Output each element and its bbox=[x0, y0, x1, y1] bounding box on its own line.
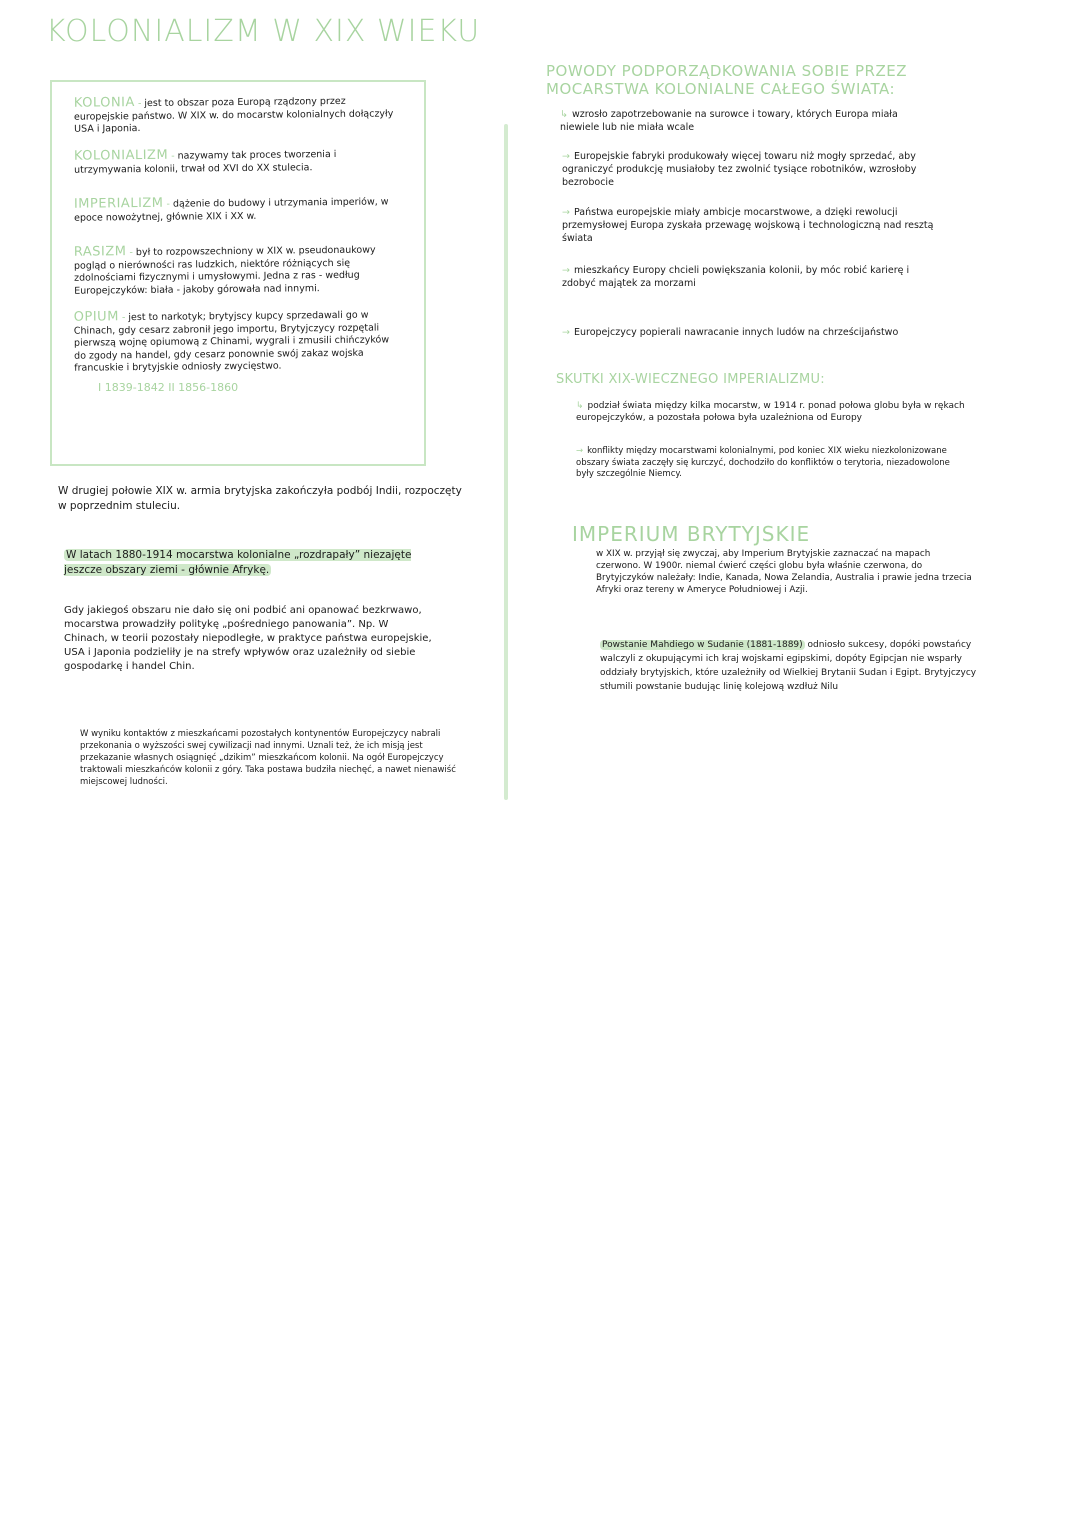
mahdi-highlight: Powstanie Mahdiego w Sudanie (1881-1889) bbox=[602, 640, 803, 650]
arrow-icon: → bbox=[562, 265, 570, 276]
corner-arrow-icon: ↳ bbox=[576, 401, 584, 411]
arrow-icon: → bbox=[562, 207, 570, 218]
definition-rasizm: RASIZM - był to rozpowszechniony w XIX w. pseudonaukowy pogląd o nierówności ras ludzkich, niektóre różniących się zdolnościami fizycznymi i umysłowymi. Jedna z ras - według Europejczyków: biała - jakoby górowała nad innymi. bbox=[73, 243, 376, 296]
definition-text: nazywamy tak proces tworzenia i utrzymywania kolonii, trwał od XVI do XX stulecia. bbox=[74, 148, 337, 175]
definition-text: jest to obszar poza Europą rządzony przez europejskie państwo. W XIX w. do mocarstw kolonialnych dołączyły USA i Japonia. bbox=[73, 95, 394, 135]
reasons-heading: POWODY PODPORZĄDKOWANIA SOBIE PRZEZ MOCARSTWA KOLONIALNE CAŁEGO ŚWIATA: bbox=[546, 62, 907, 98]
effect-item: ↳ podział świata między kilka mocarstw, w 1914 r. ponad połowa globu była w rękach europejczyków, a pozostała połowa była uzależniona od Europy bbox=[576, 401, 965, 423]
reason-item: ↳ wzrosło zapotrzebowanie na surowce i towary, których Europa miała niewiele lub nie miała wcale bbox=[560, 109, 898, 133]
page-title: KOLONIALIZM W XIX WIEKU bbox=[46, 14, 481, 49]
term-imperializm: IMPERIALIZM bbox=[73, 195, 164, 212]
reason-item: → Europejczycy popierali nawracanie innych ludów na chrześcijaństwo bbox=[562, 327, 899, 338]
empire-paragraph: w XIX w. przyjął się zwyczaj, aby Imperium Brytyjskie zaznaczać na mapach czerwono. W 1900r. niemal ćwierć części globu była właśnie czerwona, do Brytyjczyków należały: Indie, Kanada, Nowa Zelandia, Australia i prawie jedna trzecia Afryki oraz tereny w Ameryce Południowej i Azji. bbox=[596, 549, 972, 595]
definition-opium: OPIUM - jest to narkotyk; brytyjscy kupcy sprzedawali go w Chinach, gdy cesarz zabronił jego importu, Brytyjczycy rozpętali pierwszą wojnę opiumową z Chinami, wygrali i zmusili chińczyków do zgody na handel, gdy cesarz ponownie swój zakaz wojska francuskie i brytyjskie odniosły zwycięstwo. bbox=[73, 308, 390, 374]
opium-war-dates: I 1839-1842 II 1856-1860 bbox=[98, 381, 239, 394]
reason-item: → Państwa europejskie miały ambicje mocarstwowe, a dzięki rewolucji przemysłowej Europa zyskała przewagę wojskową i technologiczną nad resztą świata bbox=[562, 207, 934, 244]
paragraph-attitudes: W wyniku kontaktów z mieszkańcami pozostałych kontynentów Europejczycy nabrali przekonania o wyższości swej cywilizacji nad innymi. Uznali też, że ich misją jest przekazanie własnych osiągnięć „dzikim” mieszkańcom kolonii. Na ogół Europejczycy traktowali mieszkańców kolonii z góry. Taka postawa budziła niechęć, a nawet nienawiść miejscowej ludności. bbox=[80, 729, 456, 787]
definitions-box bbox=[50, 80, 426, 466]
definition-text: był to rozpowszechniony w XIX w. pseudonaukowy pogląd o nierówności ras ludzkich, niektóre różniących się zdolnościami fizycznymi i umysłowymi. Jedna z ras - według Europejczyków: biała - jakoby górowała nad innymi. bbox=[73, 244, 376, 296]
definition-kolonia: KOLONIA - jest to obszar poza Europą rządzony przez europejskie państwo. W XIX w. do mocarstw kolonialnych dołączyły USA i Japonia. bbox=[73, 95, 394, 135]
column-divider bbox=[504, 124, 508, 800]
term-opium: OPIUM bbox=[73, 308, 119, 325]
empire-heading: IMPERIUM BRYTYJSKIE bbox=[572, 522, 811, 546]
definition-imperializm: IMPERIALIZM - dążenie do budowy i utrzymania imperiów, w epoce nowożytnej, głównie XIX i XX w. bbox=[73, 195, 389, 223]
corner-arrow-icon: ↳ bbox=[560, 109, 568, 120]
definition-text: jest to narkotyk; brytyjscy kupcy sprzedawali go w Chinach, gdy cesarz zabronił jego importu, Brytyjczycy rozpętali pierwszą wojnę opiumową z Chinami, wygrali i zmusili chińczyków do zgody na handel, gdy cesarz ponownie swój zakaz wojska francuskie i brytyjskie odniosły zwycięstwo. bbox=[73, 309, 390, 374]
term-kolonializm: KOLONIALIZM bbox=[73, 147, 169, 164]
paragraph-indirect-rule: Gdy jakiegoś obszaru nie dało się oni podbić ani opanować bezkrwawo, mocarstwa prowadziły politykę „pośredniego panowania”. Np. W Chinach, w teorii pozostały niepodległe, w praktyce państwa europejskie, USA i Japonia podzieliły je na strefy wpływów oraz uzależniły od siebie gospodarkę i handel Chin. bbox=[64, 605, 432, 672]
effects-heading: SKUTKI XIX-WIECZNEGO IMPERIALIZMU: bbox=[556, 372, 825, 387]
arrow-icon: → bbox=[562, 327, 570, 338]
paragraph-india: W drugiej połowie XIX w. armia brytyjska zakończyła podbój Indii, rozpoczęty w poprzednim stuleciu. bbox=[58, 485, 462, 512]
term-rasizm: RASIZM bbox=[73, 243, 127, 260]
reason-item: → mieszkańcy Europy chcieli powiększania kolonii, by móc robić karierę i zdobyć majątek za morzami bbox=[562, 265, 910, 289]
arrow-icon: → bbox=[576, 446, 584, 456]
arrow-icon: → bbox=[562, 151, 570, 162]
term-kolonia: KOLONIA bbox=[73, 95, 135, 111]
definition-text: dążenie do budowy i utrzymania imperiów, w epoce nowożytnej, głównie XIX i XX w. bbox=[74, 195, 389, 223]
effect-item: → konflikty między mocarstwami kolonialnymi, pod koniec XIX wieku niezkolonizowane obszary świata zaczęły się kurczyć, dochodziło do konfliktów o terytoria, niezadowolone były szczególnie Niemcy. bbox=[576, 446, 950, 479]
definition-kolonializm: KOLONIALIZM - nazywamy tak proces tworzenia i utrzymywania kolonii, trwał od XVI do XX stulecia. bbox=[73, 147, 337, 175]
mahdi-paragraph: Powstanie Mahdiego w Sudanie (1881-1889) odniosło sukcesy, dopóki powstańcy walczyli z okupującymi ich kraj wojskami egipskimi, dopóty Egipcjan nie wsparły oddziały brytyjskich, które uzależniły od Wielkiej Brytanii Sudan i Egipt. Brytyjczycy stłumili powstanie budując linię kolejową wzdłuż Nilu bbox=[600, 640, 977, 692]
reason-item: → Europejskie fabryki produkowały więcej towaru niż mogły sprzedać, aby ograniczyć produkcję musiałoby tez zwolnić tysiące robotników, wzrosłoby bezrobocie bbox=[562, 151, 917, 188]
paragraph-scramble: W latach 1880-1914 mocarstwa kolonialne „rozdrapały” niezajęte jeszcze obszary ziemi - głównie Afrykę. bbox=[64, 549, 412, 576]
